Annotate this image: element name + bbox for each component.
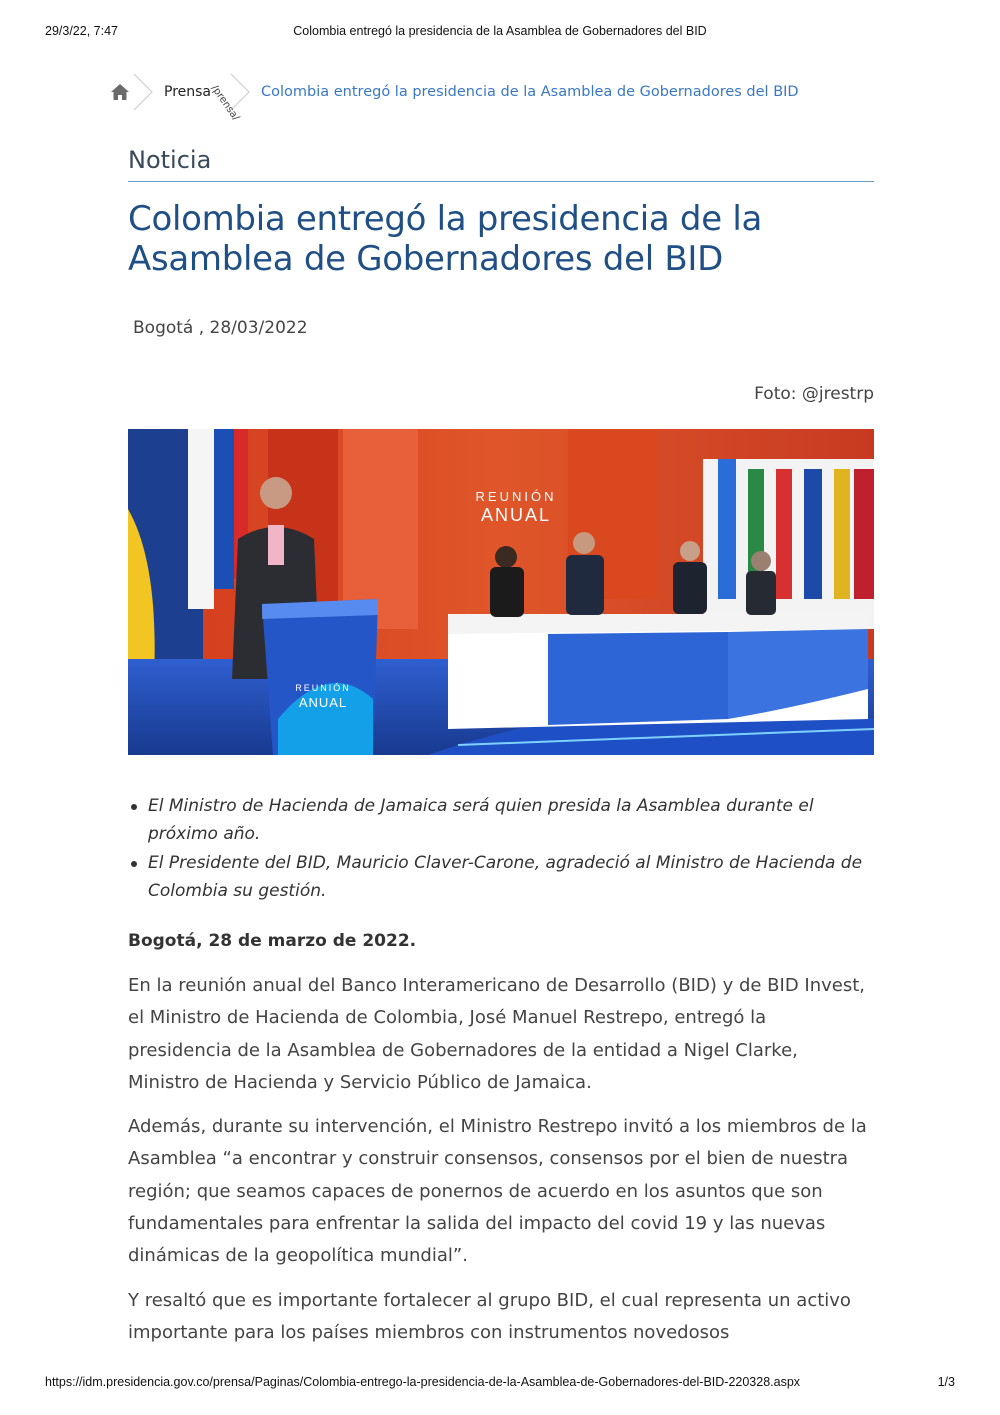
highlight-item: El Ministro de Hacienda de Jamaica será quien presida la Asamblea durante el próximo año. xyxy=(128,792,874,848)
banner-text-line2: ANUAL xyxy=(480,505,552,525)
breadcrumb-item-prensa[interactable]: Prensa xyxy=(164,84,212,100)
podium-text-line2: ANUAL xyxy=(298,695,348,710)
home-icon[interactable] xyxy=(108,80,132,104)
print-datetime: 29/3/22, 7:47 xyxy=(45,24,118,38)
section-label: Noticia xyxy=(128,146,212,174)
article-paragraph: Además, durante su intervención, el Ministro Restrepo invitó a los miembros de la Asamblea “a encontrar y construir consensos, consensos por el bien de nuestra región; que seamos capaces de ponernos de acuerdo en los asuntos que son fundamentales para enfrentar la salida del impacto del covid 19 y las nuevas dinámicas de la geopolítica mundial”. xyxy=(128,1116,867,1267)
photo-credit: Foto: @jrestrp xyxy=(754,384,874,404)
print-header xyxy=(45,24,955,42)
breadcrumb-current[interactable]: Colombia entregó la presidencia de la Asamblea de Gobernadores del BID xyxy=(261,84,799,100)
article-dateline: Bogotá , 28/03/2022 xyxy=(133,318,308,338)
article-paragraph: En la reunión anual del Banco Interamericano de Desarrollo (BID) y de BID Invest, el Ministro de Hacienda de Colombia, José Manuel Restrepo, entregó la presidencia de la Asamblea de Gobernadores de la entidad a Nigel Clarke, Ministro de Hacienda y Servicio Público de Jamaica. xyxy=(128,975,866,1093)
article-lead: Bogotá, 28 de marzo de 2022. xyxy=(128,931,417,951)
banner-text-line1: REUNIÓN xyxy=(475,489,557,504)
article-body xyxy=(128,928,874,1361)
highlight-item: El Presidente del BID, Mauricio Claver-Carone, agradeció al Ministro de Hacienda de Colombia su gestión. xyxy=(128,849,874,905)
print-url: https://idm.presidencia.gov.co/prensa/Paginas/Colombia-entrego-la-presidencia-de-la-Asamblea-de-Gobernadores-del-BID-220328.aspx xyxy=(45,1375,801,1389)
article-highlights xyxy=(128,792,874,906)
print-footer xyxy=(45,1375,955,1393)
article-paragraph: Y resaltó que es importante fortalecer al grupo BID, el cual representa un activo importante para los países miembros con instrumentos novedosos xyxy=(128,1289,851,1343)
print-document-title: Colombia entregó la presidencia de la Asamblea de Gobernadores del BID xyxy=(293,24,707,38)
article-photo xyxy=(128,429,874,755)
breadcrumb xyxy=(108,72,799,123)
article-title: Colombia entregó la presidencia de la Asamblea de Gobernadores del BID xyxy=(128,199,763,279)
page-number: 1/3 xyxy=(937,1375,955,1389)
section-divider xyxy=(128,181,874,182)
podium-text-line1: REUNIÓN xyxy=(295,683,351,693)
chevron-right-icon xyxy=(132,72,154,112)
breadcrumb-item-slug[interactable]: /prensa/ xyxy=(208,82,242,123)
